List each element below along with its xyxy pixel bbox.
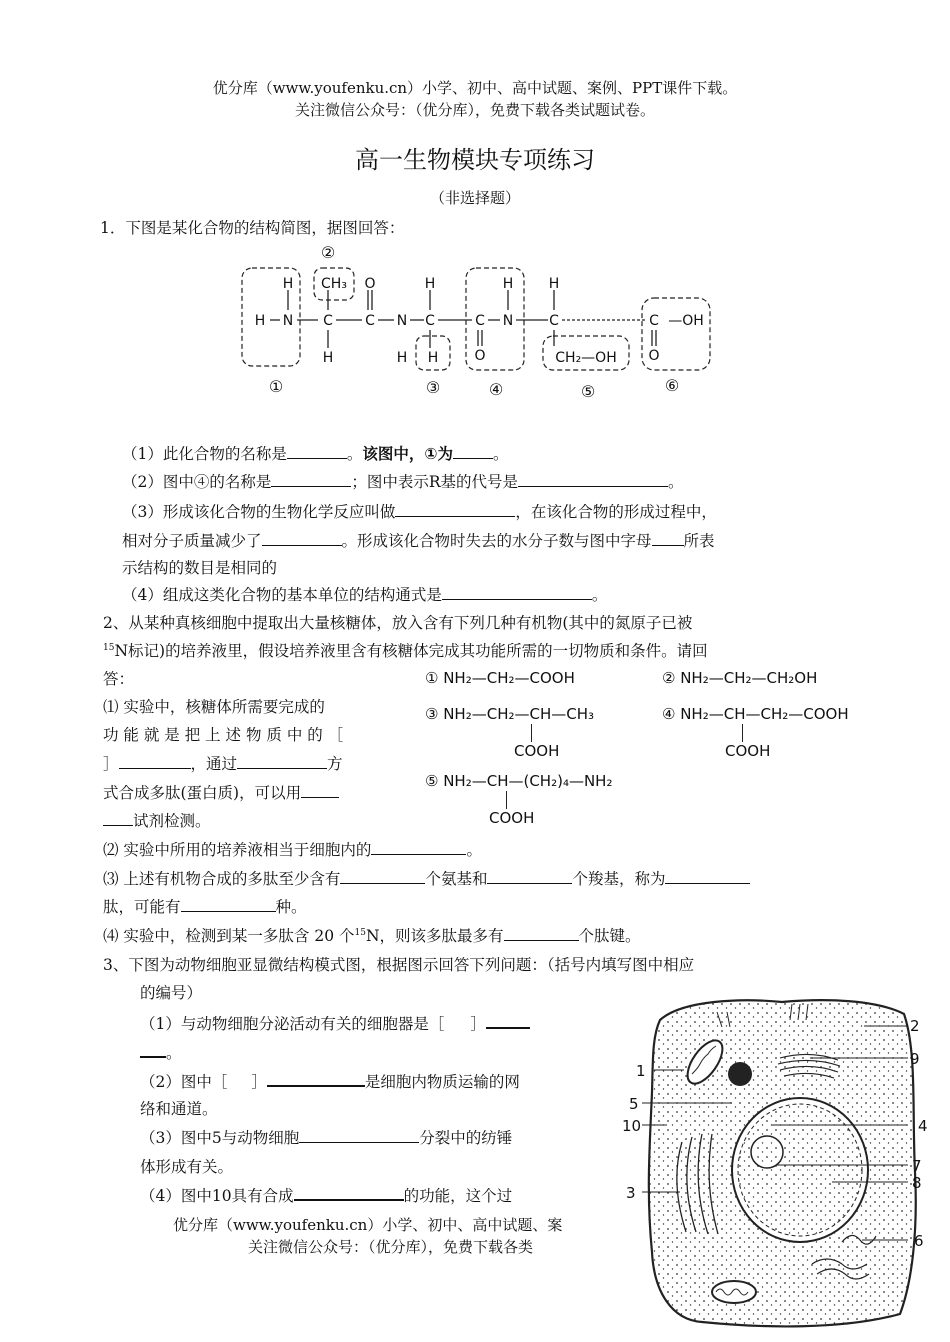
atom-n2: N [396, 313, 408, 329]
blank-2-7[interactable] [665, 867, 750, 884]
atom-c5: C [549, 313, 559, 329]
compound-1: ① NH₂—CH₂—COOH [425, 669, 575, 687]
q1-stem: 1．下图是某化合物的结构简图，据图回答： [100, 219, 405, 237]
cell-label-3: 3 [626, 1184, 636, 1202]
atom-c2: C [365, 313, 375, 329]
group-oh: —OH [668, 313, 704, 329]
blank-2-8[interactable] [181, 895, 276, 912]
cell-label-6: 6 [914, 1232, 924, 1250]
atom-o1: O [364, 276, 376, 292]
q3-p1: （1）与动物细胞分泌活动有关的细胞器是［ ］ [140, 1011, 530, 1034]
q2-p3-line1: ⑶ 上述有机物合成的多肽至少含有 个氨基和 个羧基，称为 [103, 867, 750, 889]
blank-3-3[interactable] [299, 1126, 419, 1143]
q1-sub4: （4）组成这类化合物的基本单位的结构通式是 。 [122, 583, 607, 605]
blank-2-9[interactable] [504, 924, 579, 941]
compound-5: ⑤ NH₂—CH—(CH₂)₄—NH₂ [425, 772, 613, 790]
blank-2-3b[interactable] [103, 809, 133, 826]
group-ch3: CH₃ [321, 276, 347, 292]
cell-label-10: 10 [622, 1117, 642, 1135]
compound-5-cooh: COOH [489, 809, 535, 827]
blank-1-2[interactable] [453, 442, 493, 459]
atom-o3: O [648, 348, 660, 364]
label-5: ⑤ [580, 382, 596, 401]
cell-label-4: 4 [918, 1117, 928, 1135]
footer-line-1: 优分库（www.youfenku.cn）小学、初中、高中试题、案 [173, 1216, 563, 1234]
blank-2-3[interactable] [301, 781, 339, 798]
blank-2-1[interactable] [119, 752, 191, 769]
blank-1-1[interactable] [287, 442, 347, 459]
atom-h2: H [254, 313, 266, 329]
cell-label-9: 9 [910, 1050, 920, 1068]
atom-h6: H [427, 350, 439, 366]
blank-1-6[interactable] [262, 529, 342, 546]
atom-c6: C [649, 313, 659, 329]
q2-stem-2: $^{15}$N标记)的培养液里，假设培养液里含有核糖体完成其功能所需的一切物质和条件。请回 [103, 642, 708, 660]
cell-label-7: 7 [912, 1157, 922, 1175]
atom-h4: H [396, 350, 408, 366]
q2-stem-3: 答： [103, 670, 135, 688]
header-line-1: 优分库（www.youfenku.cn）小学、初中、高中试题、案例、PPT课件下载。 [212, 79, 738, 97]
q2-stem-1: 2、从某种真核细胞中提取出大量核糖体，放入含有下列几种有机物(其中的氮原子已被 [103, 614, 693, 632]
atom-h8: H [548, 276, 560, 292]
page-title: 高一生物模块专项练习 [355, 146, 595, 174]
page-subtitle: （非选择题） [429, 189, 520, 207]
blank-1-3[interactable] [271, 470, 351, 487]
q2-p2: ⑵ 实验中所用的培养液相当于细胞内的 。 [103, 838, 482, 860]
compound-4-cooh: COOH [725, 742, 771, 760]
q3-stem-1: 3、下图为动物细胞亚显微结构模式图，根据图示回答下列问题：（括号内填写图中相应 [103, 956, 695, 974]
blank-3-1[interactable] [486, 1011, 530, 1029]
compound-3-cooh: COOH [514, 742, 560, 760]
atom-c3: C [425, 313, 435, 329]
blank-3-1b[interactable] [140, 1040, 166, 1058]
q3-p3-cont: 体形成有关。 [140, 1158, 234, 1176]
compound-4: ④ NH₂—CH—CH₂—COOH [662, 705, 849, 723]
q3-p1-cont: 。 [140, 1040, 182, 1063]
q3-p4: （4）图中10具有合成 的功能，这个过 [140, 1183, 512, 1206]
peptide-structure-diagram [230, 238, 730, 403]
q1-sub2: （2）图中④的名称是 ；图中表示R基的代号是 。 [122, 470, 684, 492]
q3-p2: （2）图中［ ］ 是细胞内物质运输的网 [140, 1069, 520, 1092]
blank-1-7[interactable] [652, 529, 684, 546]
q2-p3-line2: 肽，可能有 种。 [103, 895, 307, 917]
blank-3-2[interactable] [267, 1069, 365, 1087]
atom-h1: H [282, 276, 294, 292]
blank-2-4[interactable] [371, 838, 466, 855]
q3-p2-cont: 络和通道。 [140, 1100, 218, 1118]
q2-p1-line2: 功 能 就 是 把 上 述 物 质 中 的 ［ [103, 726, 344, 744]
q1-sub3-line2: 相对分子质量减少了 。形成该化合物时失去的水分子数与图中字母 所表 [122, 529, 715, 551]
blank-1-4[interactable] [518, 470, 668, 487]
blank-2-5[interactable] [340, 867, 425, 884]
cell-label-8: 8 [912, 1174, 922, 1192]
label-3: ③ [425, 378, 441, 397]
compound-3-bond [531, 724, 532, 742]
atom-c4: C [475, 313, 485, 329]
label-4: ④ [488, 380, 504, 399]
header-line-2: 关注微信公众号：（优分库），免费下载各类试题试卷。 [294, 101, 655, 119]
animal-cell-diagram [612, 992, 944, 1334]
label-6: ⑥ [664, 376, 680, 395]
q2-p1-line5: 试剂检测。 [103, 809, 211, 831]
atom-n3: N [502, 313, 514, 329]
blank-3-4[interactable] [294, 1183, 404, 1201]
footer-line-2: 关注微信公众号：（优分库），免费下载各类 [248, 1238, 534, 1256]
centriole-region [728, 1062, 752, 1086]
atom-c1: C [323, 313, 333, 329]
blank-2-6[interactable] [487, 867, 572, 884]
q3-p3: （3）图中5与动物细胞 分裂中的纺锤 [140, 1126, 512, 1148]
q1-sub3-line1: （3）形成该化合物的生物化学反应叫做 ，在该化合物的形成过程中， [122, 500, 717, 522]
compound-3: ③ NH₂—CH₂—CH—CH₃ [425, 705, 595, 723]
atom-h3: H [322, 350, 334, 366]
compound-4-bond [742, 724, 743, 742]
atom-h5: H [424, 276, 436, 292]
blank-2-2[interactable] [237, 752, 327, 769]
mitochondrion-2 [712, 1281, 756, 1303]
q1-sub3-line3: 示结构的数目是相同的 [122, 559, 278, 577]
q2-p4: ⑷ 实验中，检测到某一多肽含 20 个$^{15}$N，则该多肽最多有 个肽键。 [103, 924, 641, 946]
q2-p1-line4: 式合成多肽(蛋白质)，可以用 [103, 781, 339, 803]
compound-5-bond [506, 791, 507, 809]
label-2: ② [320, 243, 336, 262]
atom-o2: O [474, 348, 486, 364]
cell-label-2: 2 [910, 1017, 920, 1035]
atom-h7: H [502, 276, 514, 292]
compound-2: ② NH₂—CH₂—CH₂OH [662, 669, 818, 687]
cell-label-1: 1 [636, 1062, 646, 1080]
label-1: ① [268, 377, 284, 396]
q1-sub1: （1）此化合物的名称是 。该图中，①为 。 [122, 442, 509, 464]
q3-stem-2: 的编号） [140, 984, 203, 1002]
group-ch2oh: CH₂—OH [555, 350, 617, 366]
blank-1-8[interactable] [442, 583, 592, 600]
cell-label-5: 5 [629, 1095, 639, 1113]
atom-n1: N [282, 313, 294, 329]
q2-p1-line1: ⑴ 实验中，核糖体所需要完成的 [103, 698, 325, 716]
blank-1-5[interactable] [395, 500, 515, 517]
q2-p1-line3: ］ ，通过 方 [103, 752, 343, 774]
